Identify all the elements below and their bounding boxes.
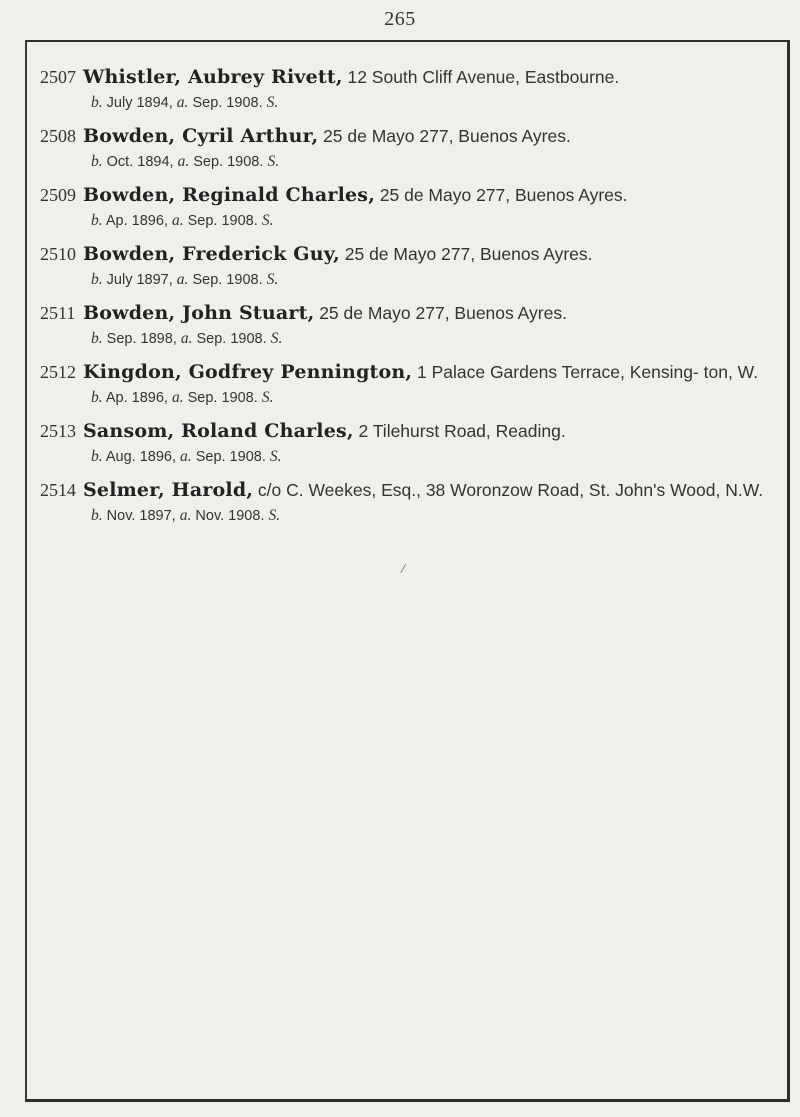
admitted-label: a. [177,153,190,170]
entry-dates [40,507,790,525]
register-entry [40,361,790,407]
register-entry [40,243,790,289]
born-date: Aug. 1896, [105,449,177,465]
school-code: S. [266,94,279,111]
born-date: Ap. 1896, [105,213,168,229]
born-label: b. [91,271,103,288]
register-entry [40,479,790,525]
entry-name: Selmer, Harold, [83,479,254,501]
admitted-label: a. [180,330,193,347]
entry-dates [40,212,790,230]
admitted-date: Sep. 1908. [192,272,263,288]
entry-name: Sansom, Roland Charles, [83,420,354,442]
school-code: S. [269,448,282,465]
school-code: S. [266,271,279,288]
register-entry [40,184,790,230]
admitted-date: Sep. 1908. [196,331,267,347]
register-entry [40,66,790,112]
entry-address: 25 de Mayo 277, Buenos Ayres. [319,303,567,323]
stray-pen-mark: / [399,561,407,578]
admitted-label: a. [171,389,184,406]
admitted-label: a. [179,507,192,524]
school-code: S. [270,330,283,347]
admitted-date: Sep. 1908. [192,95,263,111]
entry-address: 25 de Mayo 277, Buenos Ayres. [344,244,593,264]
entry-address: 12 South Cliff Avenue, Eastbourne. [347,67,620,87]
admitted-label: a. [176,271,189,288]
entry-number: 2509 [40,185,76,205]
entry-address: 25 de Mayo 277, Buenos Ayres. [379,185,628,205]
born-date: July 1897, [106,272,173,288]
entry-dates [40,94,790,112]
entry-dates [40,389,790,407]
entry-number: 2514 [40,480,76,500]
school-code: S. [267,153,280,170]
entry-address: 1 Palace Gardens Terrace, Kensing- ton, W. [416,362,759,382]
admitted-label: a. [176,94,189,111]
admitted-label: a. [171,212,184,229]
entry-number: 2511 [40,303,76,323]
born-label: b. [91,153,103,170]
admitted-date: Sep. 1908. [187,213,258,229]
entry-address: 2 Tilehurst Road, Reading. [358,421,566,441]
entry-number: 2507 [40,67,76,87]
entry-name: Bowden, John Stuart, [83,302,315,324]
admitted-label: a. [180,448,192,465]
entry-number: 2512 [40,362,76,382]
entry-name: Bowden, Cyril Arthur, [83,125,319,147]
school-code: S. [261,389,274,406]
admitted-date: Nov. 1908. [195,508,265,524]
entry-address: 25 de Mayo 277, Buenos Ayres. [323,126,571,146]
register-entries [40,66,790,538]
born-label: b. [91,389,103,406]
born-date: Sep. 1898, [106,331,177,347]
school-code: S. [268,507,281,524]
entry-number: 2513 [40,421,76,441]
admitted-date: Sep. 1908. [193,154,264,170]
entry-name: Bowden, Reginald Charles, [83,184,376,206]
entry-number: 2508 [40,126,76,146]
born-label: b. [91,94,103,111]
entry-address: c/o C. Weekes, Esq., 38 Woronzow Road, St. John's Wood, N.W. [257,480,764,500]
born-label: b. [91,330,103,347]
entry-dates [40,271,790,289]
entry-dates [40,330,790,348]
admitted-date: Sep. 1908. [195,449,266,465]
born-date: Oct. 1894, [106,154,174,170]
entry-name: Whistler, Aubrey Rivett, [83,66,343,88]
register-entry [40,420,790,466]
born-date: Ap. 1896, [105,390,168,406]
born-label: b. [91,507,103,524]
entry-dates [40,153,790,171]
entry-name: Kingdon, Godfrey Pennington, [83,361,413,383]
entry-name: Bowden, Frederick Guy, [83,243,340,265]
entry-number: 2510 [40,244,76,264]
born-label: b. [91,448,103,465]
born-date: Nov. 1897, [106,508,176,524]
school-code: S. [261,212,274,229]
born-date: July 1894, [106,95,173,111]
born-label: b. [91,212,103,229]
register-entry [40,125,790,171]
page-number: 265 [384,8,416,30]
admitted-date: Sep. 1908. [187,390,258,406]
register-entry [40,302,790,348]
entry-dates [40,448,790,466]
